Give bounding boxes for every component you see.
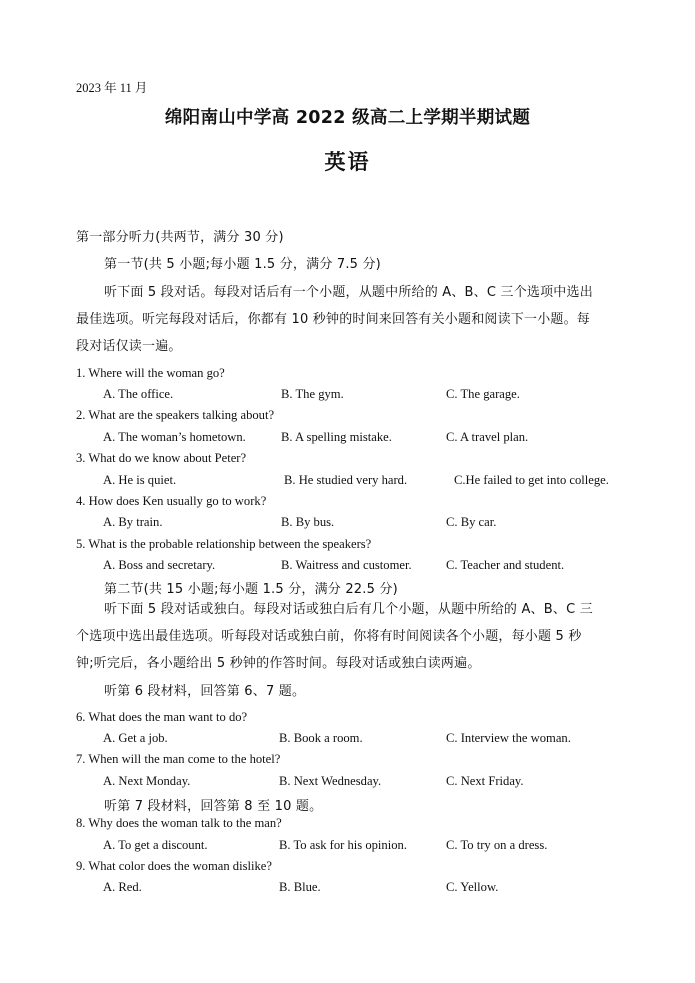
exam-title: 绵阳南山中学高 2022 级高二上学期半期试题 [164,108,531,128]
section2-heading: 第二节(共 15 小题;每小题 1.5 分，满分 22.5 分) [104,582,398,597]
option-c: C. The garage. [446,387,520,401]
option-c: C. A travel plan. [446,430,529,444]
option-a: A. The woman’s hometown. [103,430,246,444]
question-text: 2. What are the speakers talking about? [76,408,275,422]
section1-instruction-line: 段对话仅读一遍。 [76,339,182,354]
exam-date: 2023 年 11 月 [76,81,148,95]
material-7-note: 听第 7 段材料，回答第 8 至 10 题。 [104,799,323,814]
option-a: A. Next Monday. [103,774,191,788]
material-6-note: 听第 6 段材料，回答第 6、7 题。 [104,684,306,699]
option-b: B. The gym. [281,387,344,401]
option-a: A. By train. [103,515,163,529]
section2-instruction-line: 听下面 5 段对话或独白。每段对话或独白后有几个小题，从题中所给的 A、B、C 三 [104,602,593,617]
section2-instruction-line: 钟;听完后，各小题给出 5 秒钟的作答时间。每段对话或独白读两遍。 [76,656,481,671]
option-a: A. Red. [103,880,142,894]
question-text: 8. Why does the woman talk to the man? [76,816,282,830]
question-text: 1. Where will the woman go? [76,366,225,380]
question-text: 6. What does the man want to do? [76,710,248,724]
option-c: C.He failed to get into college. [454,473,609,487]
part1-heading: 第一部分听力(共两节，满分 30 分) [76,230,284,245]
section1-instruction-line: 听下面 5 段对话。每段对话后有一个小题，从题中所给的 A、B、C 三个选项中选出 [104,285,593,300]
option-b: B. By bus. [281,515,335,529]
option-c: C. To try on a dress. [446,838,548,852]
option-b: B. To ask for his opinion. [279,838,407,852]
option-c: C. By car. [446,515,497,529]
option-a: A. Get a job. [103,731,168,745]
option-c: C. Yellow. [446,880,499,894]
question-text: 4. How does Ken usually go to work? [76,494,267,508]
exam-subject: 英语 [324,150,371,174]
option-b: B. Book a room. [279,731,363,745]
option-a: A. Boss and secretary. [103,558,216,572]
option-a: A. The office. [103,387,174,401]
question-text: 3. What do we know about Peter? [76,451,247,465]
option-c: C. Next Friday. [446,774,524,788]
question-text: 9. What color does the woman dislike? [76,859,272,873]
option-b: B. Next Wednesday. [279,774,382,788]
option-c: C. Teacher and student. [446,558,565,572]
section2-instruction-line: 个选项中选出最佳选项。听每段对话或独白前，你将有时间阅读各个小题，每小题 5 秒 [76,629,582,644]
option-b: B. A spelling mistake. [281,430,392,444]
option-b: B. Waitress and customer. [281,558,412,572]
question-text: 7. When will the man come to the hotel? [76,752,281,766]
option-a: A. To get a discount. [103,838,208,852]
option-a: A. He is quiet. [103,473,177,487]
option-b: B. He studied very hard. [284,473,408,487]
option-c: C. Interview the woman. [446,731,571,745]
section1-instruction-line: 最佳选项。听完每段对话后，你都有 10 秒钟的时间来回答有关小题和阅读下一小题。每 [76,312,591,327]
option-b: B. Blue. [279,880,321,894]
section1-heading: 第一节(共 5 小题;每小题 1.5 分，满分 7.5 分) [104,257,381,272]
question-text: 5. What is the probable relationship between the speakers? [76,537,372,551]
